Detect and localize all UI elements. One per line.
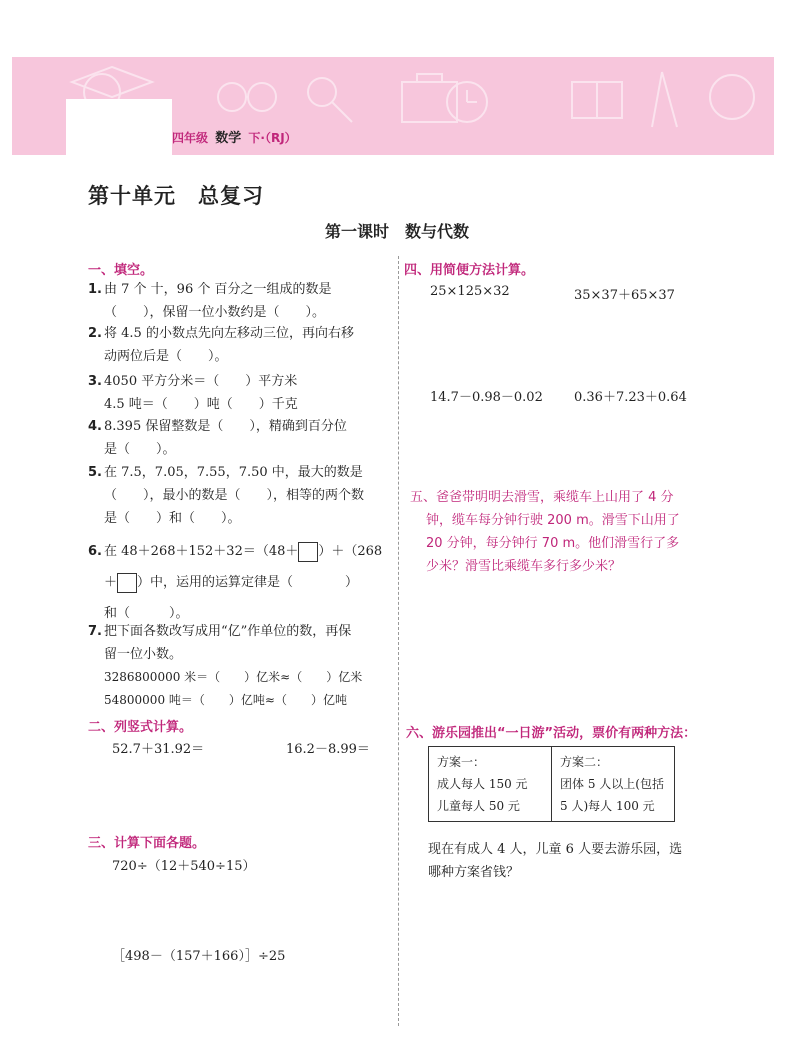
plan-detail: 儿童每人 50 元 (437, 799, 520, 813)
question-text: 4050 平方分米＝（ ）平方米 (104, 374, 298, 389)
question-text: ）＋（268 (318, 544, 383, 559)
calc-item: 16.2－8.99＝ (286, 742, 370, 757)
question-number: 3. (88, 374, 102, 389)
section-6-question (428, 838, 682, 884)
question-4 (88, 415, 390, 461)
volume-label: 下·（RJ） (248, 131, 297, 145)
question-text: 留一位小数。 (104, 647, 183, 662)
calc-item: 14.7－0.98－0.02 (430, 390, 543, 405)
plan-2 (552, 747, 675, 822)
problem-text: 20 分钟，每分钟行 70 m。他们滑雪行了多 (426, 536, 680, 551)
question-text: 是（ ）和（ ）。 (104, 511, 241, 526)
question-text: 和（ ）。 (104, 606, 189, 621)
calc-item: 25×125×32 (430, 284, 510, 299)
question-3 (88, 370, 390, 416)
question-text: ＋ (104, 575, 118, 590)
question-7 (88, 620, 390, 712)
question-number: 7. (88, 624, 102, 639)
unit-title: 第十单元 总复习 (88, 184, 264, 208)
calc-item: 0.36＋7.23＋0.64 (574, 390, 687, 405)
section-6-title: 六、游乐园推出“一日游”活动，票价有两种方法： (406, 726, 697, 741)
question-text: 是（ ）。 (104, 442, 176, 457)
calc-item: 35×37＋65×37 (574, 288, 675, 303)
question-text: ）中，运用的运算定律是（ ） (137, 575, 359, 590)
question-text: （ ），最小的数是（ ），相等的两个数 (104, 488, 365, 503)
question-text: 54800000 吨＝（ ）亿吨≈（ ）亿吨 (104, 693, 347, 707)
section-5-problem (410, 486, 710, 578)
question-6 (88, 536, 390, 629)
pricing-table (428, 746, 675, 822)
calc-item: 720÷（12＋540÷15） (112, 859, 256, 874)
question-text: 现在有成人 4 人，儿童 6 人要去游乐园，选 (428, 842, 683, 857)
problem-text: 钟，缆车每分钟行驶 200 m。滑雪下山用了 (426, 513, 680, 528)
section-3-title: 三、计算下面各题。 (88, 836, 206, 851)
answer-box[interactable] (117, 573, 137, 593)
subject-label: 数学 (215, 131, 242, 146)
grade-label: 四年级 (172, 131, 209, 145)
question-text: 在 48＋268＋152＋32＝（48＋ (104, 544, 299, 559)
question-number: 5. (88, 465, 102, 480)
section-1-title: 一、填空。 (88, 263, 154, 278)
problem-text: 五、爸爸带明明去滑雪，乘缆车上山用了 4 分 (410, 490, 674, 505)
question-1 (88, 278, 390, 324)
calc-item: ［498－（157＋166）］÷25 (112, 949, 286, 964)
question-5 (88, 461, 390, 530)
plan-detail: 成人每人 150 元 (437, 777, 528, 791)
question-number: 6. (88, 544, 102, 559)
column-divider (398, 256, 399, 1026)
question-text: 哪种方案省钱？ (428, 865, 520, 880)
question-text: 3286800000 米＝（ ）亿米≈（ ）亿米 (104, 670, 363, 684)
question-text: 把下面各数改写成用“亿”作单位的数，再保 (104, 624, 352, 639)
question-2 (88, 322, 390, 368)
plan-detail: 5 人)每人 100 元 (560, 799, 655, 813)
plan-name: 方案一： (437, 755, 486, 769)
lesson-title: 第一课时 数与代数 (324, 222, 469, 241)
section-2-title: 二、列竖式计算。 (88, 720, 193, 735)
plan-detail: 团体 5 人以上(包括 (560, 777, 664, 791)
question-text: 8.395 保留整数是（ ），精确到百分位 (104, 419, 347, 434)
question-text: 4.5 吨＝（ ）吨（ ）千克 (104, 397, 298, 412)
question-text: 在 7.5，7.05，7.55，7.50 中，最大的数是 (104, 465, 363, 480)
question-text: 将 4.5 的小数点先向左移动三位，再向右移 (104, 326, 354, 341)
question-number: 4. (88, 419, 102, 434)
calc-item: 52.7＋31.92＝ (112, 742, 205, 757)
plan-name: 方案二： (560, 755, 609, 769)
section-4-title: 四、用简便方法计算。 (404, 263, 535, 278)
question-text: 由 7 个 十，96 个 百分之一组成的数是 (104, 282, 332, 297)
answer-box[interactable] (298, 542, 318, 562)
problem-text: 少米？滑雪比乘缆车多行多少米？ (426, 559, 622, 574)
book-label (172, 127, 300, 146)
question-number: 2. (88, 326, 102, 341)
plan-1 (429, 747, 552, 822)
question-text: 动两位后是（ ）。 (104, 349, 228, 364)
header-corner-block (66, 99, 172, 155)
question-text: （ ），保留一位小数约是（ ）。 (104, 305, 326, 320)
question-number: 1. (88, 282, 102, 297)
